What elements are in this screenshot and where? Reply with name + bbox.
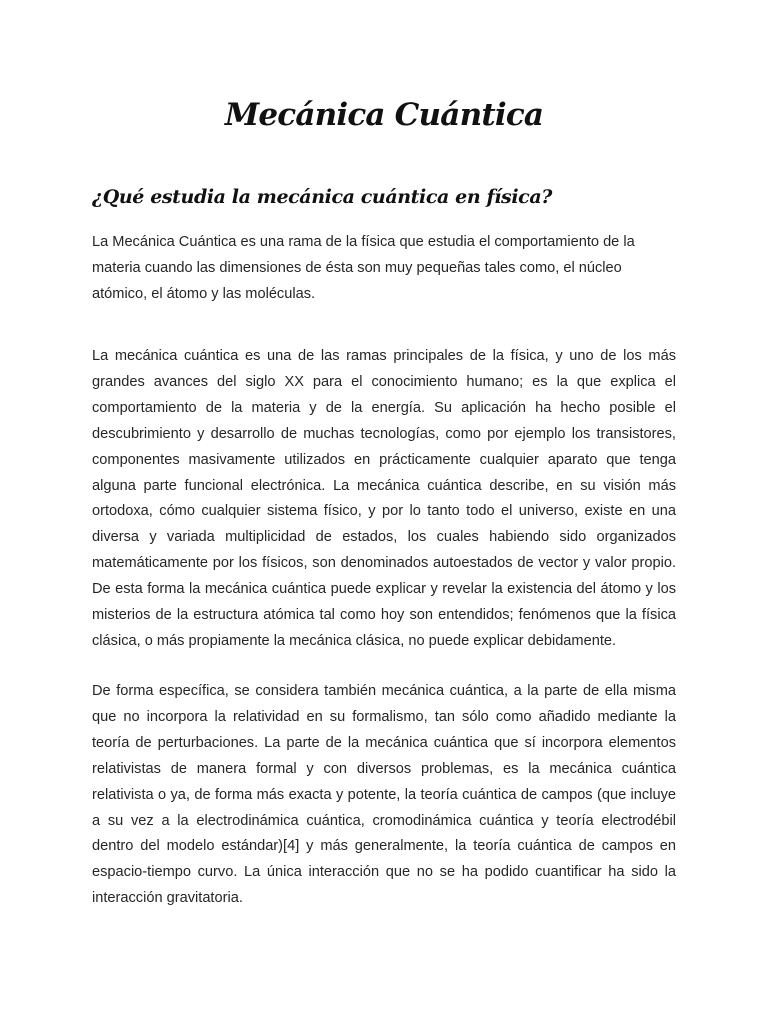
body-paragraph: De forma específica, se considera también mecánica cuántica, a la parte de ella misma que no incorpora la relatividad en su formalismo, tan sólo como añadido mediante la teoría de perturbaciones. La parte de la mecánica cuántica que sí incorpora elementos relativistas de manera formal y con diversos problemas, es la mecánica cuántica relativista o ya, de forma más exacta y potente, la teoría cuántica de campos (que incluye a su vez a la electrodinámica cuántica, cromodinámica cuántica y teoría electrodébil dentro del modelo estándar)[4] y más generalmente, la teoría cuántica de campos en espacio-tiempo curvo. La única interacción que no se ha podido cuantificar ha sido la interacción gravitatoria. [92,683,676,907]
section-heading: ¿Qué estudia la mecánica cuántica en física? [92,186,552,208]
document-title: Mecánica Cuántica [224,97,544,133]
intro-paragraph: La Mecánica Cuántica es una rama de la física que estudia el comportamiento de la materia cuando las dimensiones de ésta son muy pequeñas tales como, el núcleo atómico, el átomo y las moléculas. [92,234,635,302]
body-paragraph: La mecánica cuántica es una de las ramas principales de la física, y uno de los más grandes avances del siglo XX para el conocimiento humano; es la que explica el comportamiento de la materia y de la energía. Su aplicación ha hecho posible el descubrimiento y desarrollo de muchas tecnologías, como por ejemplo los transistores, componentes masivamente utilizados en prácticamente cualquier aparato que tenga alguna parte funcional electrónica. La mecánica cuántica describe, en su visión más ortodoxa, cómo cualquier sistema físico, y por lo tanto todo el universo, existe en una diversa y variada multiplicidad de estados, los cuales habiendo sido organizados matemáticamente por los físicos, son denominados autoestados de vector y valor propio. De esta forma la mecánica cuántica puede explicar y revelar la existencia del átomo y los misterios de la estructura atómica tal como hoy son entendidos; fenómenos que la física clásica, o más propiamente la mecánica clásica, no puede explicar debidamente. [92,348,676,649]
